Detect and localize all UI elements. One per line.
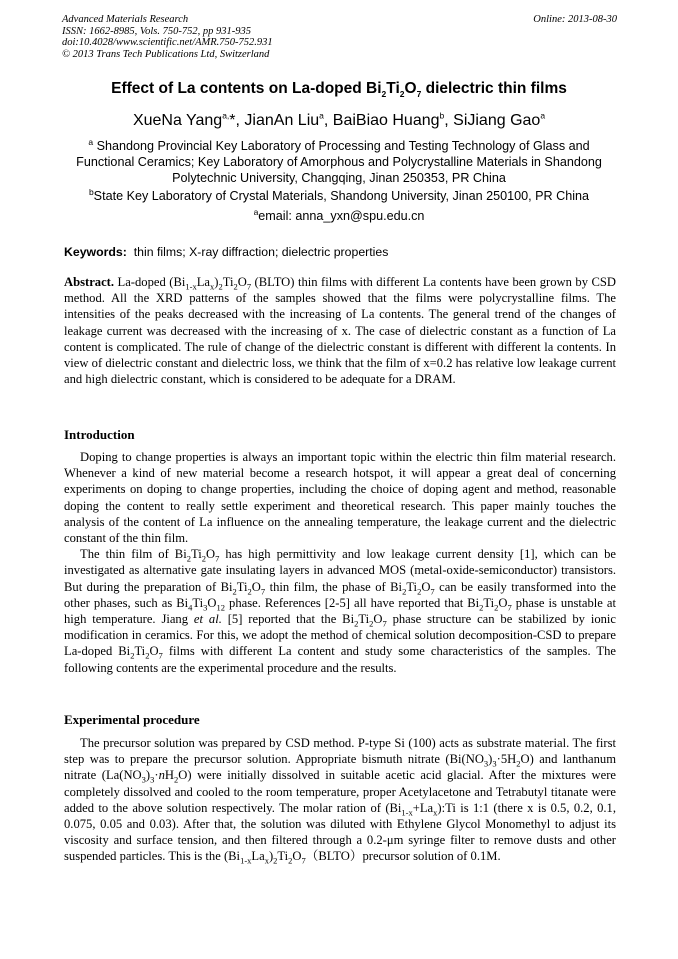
author-name: XueNa Yang xyxy=(132,112,223,129)
author-list: XueNa Yang$^{a,}$*, JianAn Liu$^a$, BaiBiao Huang$^b$, SiJiang Gao$^a$ xyxy=(132,110,546,129)
author-email[interactable]: $^a$email: anna_yxn@spu.edu.cn xyxy=(253,206,425,223)
journal-header xyxy=(62,14,617,60)
introduction-heading: Introduction xyxy=(64,427,135,442)
introduction-section xyxy=(64,449,616,676)
affiliation-a: $^a$ Shandong Provincial Key Laboratory of Processing and Testing Technology of Glass and Functional Ceramics; Key Laboratory of Amorphous and Polycrystalline Materials in Shandong Polytechnic University, Changqing, Jinan 250353, PR China xyxy=(76,136,602,185)
keywords-label: Keywords: xyxy=(64,245,127,259)
experimental-paragraph: The precursor solution was prepared by CSD method. P-type Si (100) acts as substrate material. The first step was to prepare the precursor solution. Appropriate bismuth nitrate $(Bi(NO_3)_3\cdot 5H_2O)$ and lanthanum nitrate $(La(NO_3)_3\cdot nH_2O)$ were initially dissolved in suitable acetic acid glacial. After the mixtures were completely dissolved and cooled to the room temperature, proper Acetylacetone and Tetrabutyl titanate were added to the above solution respectively. The molar ration of $(Bi_{1-x}+La_x):Ti$ is 1:1 (there x is 0.5, 0.2, 0.1, 0.075, 0.05 and 0.03). After that, the solution was diluted with Ethylene Glycol Monomethyl to adjust its viscosity and surface tension, and then filtered through a 0.2-μm syringe filter to remove dusts and other suspended particles. This is the $(Bi_{1-x}La_x)_2Ti_2O_7(BLTO)precursor$ solution of 0.1M. xyxy=(64,736,616,866)
online-date: Online: 2013-08-30 xyxy=(533,14,617,25)
affiliation-b: $^b$State Key Laboratory of Crystal Materials, Shandong University, Jinan 250100, PR China xyxy=(88,186,590,203)
paper-title: Effect of La contents on La-doped $Bi_2Ti_2O_7$ dielectric thin films xyxy=(111,80,567,100)
copyright-line: © 2013 Trans Tech Publications Ltd, Switzerland xyxy=(62,48,270,60)
abstract-paragraph: Abstract. La-doped $(Bi_{1-x}La_x)_2Ti_2O_7$ (BLTO) thin films with different La contents have been grown by CSD method. All the XRD patterns of the samples showed that the films were polycrystalline films. The intensities of the peaks decreased with the increasing of La contents. The general trend of the changes of leakage current was decreased with the increasing of x. The case of dielectric constant as a function of La content is complicated. The rule of change of the dielectric constant is different with different la contents. In view of dielectric constant and dielectric loss, we think that the film of x=0.2 has relative low leakage current and high dielectric constant, which is considered to be adequate for a DRAM. xyxy=(64,275,616,387)
keywords-line xyxy=(64,245,618,259)
intro-paragraph-1: Doping to change properties is always an important topic within the electric thin film material research. Whenever a kind of new material become a research hotspot, it will appear a great deal of concerning experiments on doping to change properties, including the choice of doping agent and method, reasonable doping the content to really settle experiment and theoretical research. This paper mainly touches the analysis of the content of La influence on the annealing temperature, the leakage current and the dielectric constant of the thin film. xyxy=(64,450,616,546)
issn-line: ISSN: 1662-8985, Vols. 750-752, pp 931-935 xyxy=(62,25,251,37)
intro-paragraph-2: The thin film of $Bi_2Ti_2O_7$ has high permittivity and low leakage current density [1], which can be investigated as alternative gate insulating layers in advanced MOS (metal-oxide-semiconductor) transistors. But during the preparation of $Bi_2Ti_2O_7$ thin film, the phase of $Bi_2Ti_2O_7$ can be easily transformed into the other phases, such as $Bi_4Ti_3O_{12}$ phase. References [2-5] all have reported that $Bi_2Ti_2O_7$ phase is unstable at high temperature. Jiang et al. [5] reported that the $Bi_2Ti_2O_7$ phase structure can be stabilized by ionic modification in ceramics. For this, we adopt the method of chemical solution decomposition-CSD to prepare La-doped $Bi_2Ti_2O_7$ films with different La content and study some characteristics of the samples. The following contents are the experimental procedure and the results. xyxy=(64,547,617,675)
author-name: BaiBiao Huang xyxy=(332,112,440,129)
doi-line[interactable]: doi:10.4028/www.scientific.net/AMR.750-752.931 xyxy=(62,37,273,48)
keywords-text: thin films; X-ray diffraction; dielectric properties xyxy=(133,245,389,259)
author-name: JianAn Liu xyxy=(244,112,320,129)
author-name: SiJiang Gao xyxy=(453,112,541,129)
abstract-label: Abstract. xyxy=(64,275,115,289)
experimental-heading: Experimental procedure xyxy=(64,712,200,727)
journal-name: Advanced Materials Research xyxy=(62,14,189,25)
experimental-section xyxy=(64,735,616,865)
